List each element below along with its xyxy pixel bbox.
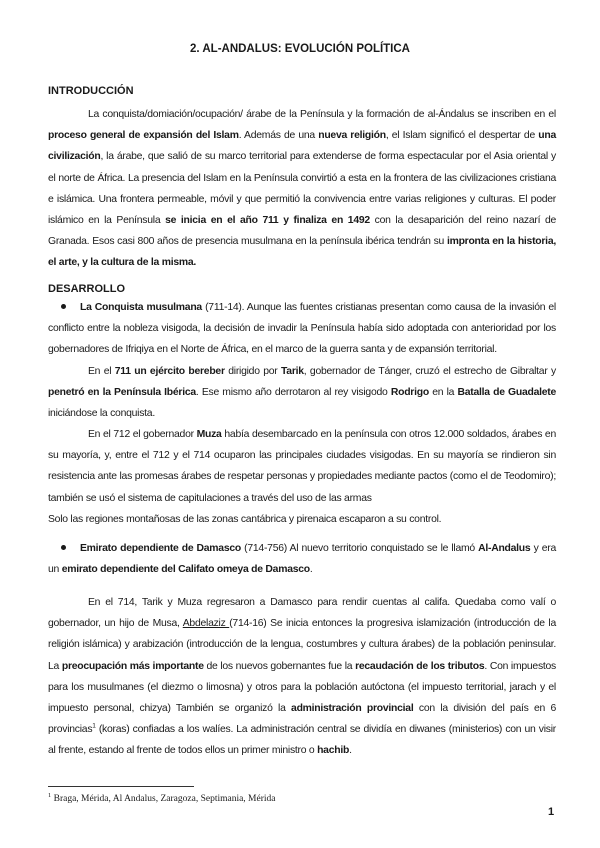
paragraph-control: Solo las regiones montañosas de las zonas cantábrica y pirenaica escaparon a su control.: [48, 513, 442, 525]
footnote-mark: 1: [48, 791, 52, 799]
paragraph-damasco: En el 714, Tarik y Muza regresaron a Damasco para rendir cuentas al califa. Quedaba como valí o gobernador, un hijo de Musa, Abdelaziz (714-16) Se inicia entonces la progresiva islamización (introducción de la religión islámica) y arabización (introducción de la lengua, costumbres y cultura árabes) de la población peninsular. La preocupación más importante de los nuevos gobernantes fue la recaudación de los tributos. Con impuestos para los musulmanes (el diezmo o limosna) y otros para la población autóctona (el impuesto territorial, jarach y el impuesto personal, chizya) También se organizó la administración provincial con la división del país en 6 provincias$^1$ (koras) confiadas a los walíes. La administración central se dividía en diwanes (ministerios) con un visir al frente, estando al frente de todos ellos un primer ministro o hachib.: [48, 597, 557, 757]
paragraph-tarik: En el 711 un ejército bereber dirigido por Tarik, gobernador de Tánger, cruzó el estrecho de Gibraltar y penetró en la Península Ibérica. Ese mismo año derrotaron al rey visigodo Rodrigo en la Batalla de Guadalete iniciándose la conquista.: [48, 366, 557, 420]
bullet-emirato: Emirato dependiente de Damasco (714-756) Al nuevo territorio conquistado se le llamó Al-Andalus y era un emirato dependiente del Califato omeya de Damasco.: [48, 543, 556, 575]
footnote: [48, 791, 276, 804]
footnote-divider: [48, 786, 194, 787]
intro-paragraph: La conquista/domiación/ocupación/ árabe de la Península y la formación de al-Ándalus se inscriben en el proceso general de expansión del Islam. Además de una nueva religión, el Islam significó el despertar de una civilización, la árabe, que salió de su marco territorial para extenderse de forma espectacular por el Asia oriental y el norte de África. La presencia del Islam en la Península convirtió a esta en la frontera de las civilizaciones cristiana e islámica. Una frontera permeable, móvil y que permitió la convivencia entre varias religiones y culturas. El poder islámico en la Península se inicia en el año 711 y finaliza en 1492 con la desaparición del reino nazarí de Granada. Esos casi 800 años de presencia musulmana en la península ibérica tendrán su impronta en la historia, el arte, y la cultura de la misma.: [48, 109, 557, 269]
intro-heading: INTRODUCCIÓN: [48, 85, 134, 97]
footnote-text: Braga, Mérida, Al Andalus, Zaragoza, Septimania, Mérida: [51, 794, 276, 804]
bullet-icon: [61, 304, 66, 309]
bullet-icon: [61, 545, 66, 550]
page-title: 2. AL-ANDALUS: EVOLUCIÓN POLÍTICA: [190, 43, 410, 55]
footnote-reference[interactable]: 1: [92, 722, 96, 730]
abdelaziz-link: Abdelaziz: [182, 618, 230, 630]
bullet-conquista: La Conquista musulmana (711-14). Aunque las fuentes cristianas presentan como causa de la invasión el conflicto entre la nobleza visigoda, la decisión de invadir la Península había sido adoptada con anterioridad por los gobernadores de Ifriqiya en el Norte de África, en el marco de la guerra santa y de expansión territorial.: [48, 302, 556, 355]
paragraph-muza: En el 712 el gobernador Muza había desembarcado en la península con otros 12.000 soldados, árabes en su mayoría, y, entre el 712 y el 714 ocuparon las principales ciudades visigodas. En su mayoría se rindieron sin resistencia ante las promesas árabes de respetar personas y propiedades mediante pactos (como el de Teodomiro); también se usó el sistema de capitulaciones a través del uso de las armas Solo las regiones montañosas de las zonas cantábrica y pirenaica escaparon a su control.: [48, 424, 556, 530]
desarrollo-heading: DESARROLLO: [48, 283, 125, 295]
page-number: 1: [548, 806, 555, 818]
